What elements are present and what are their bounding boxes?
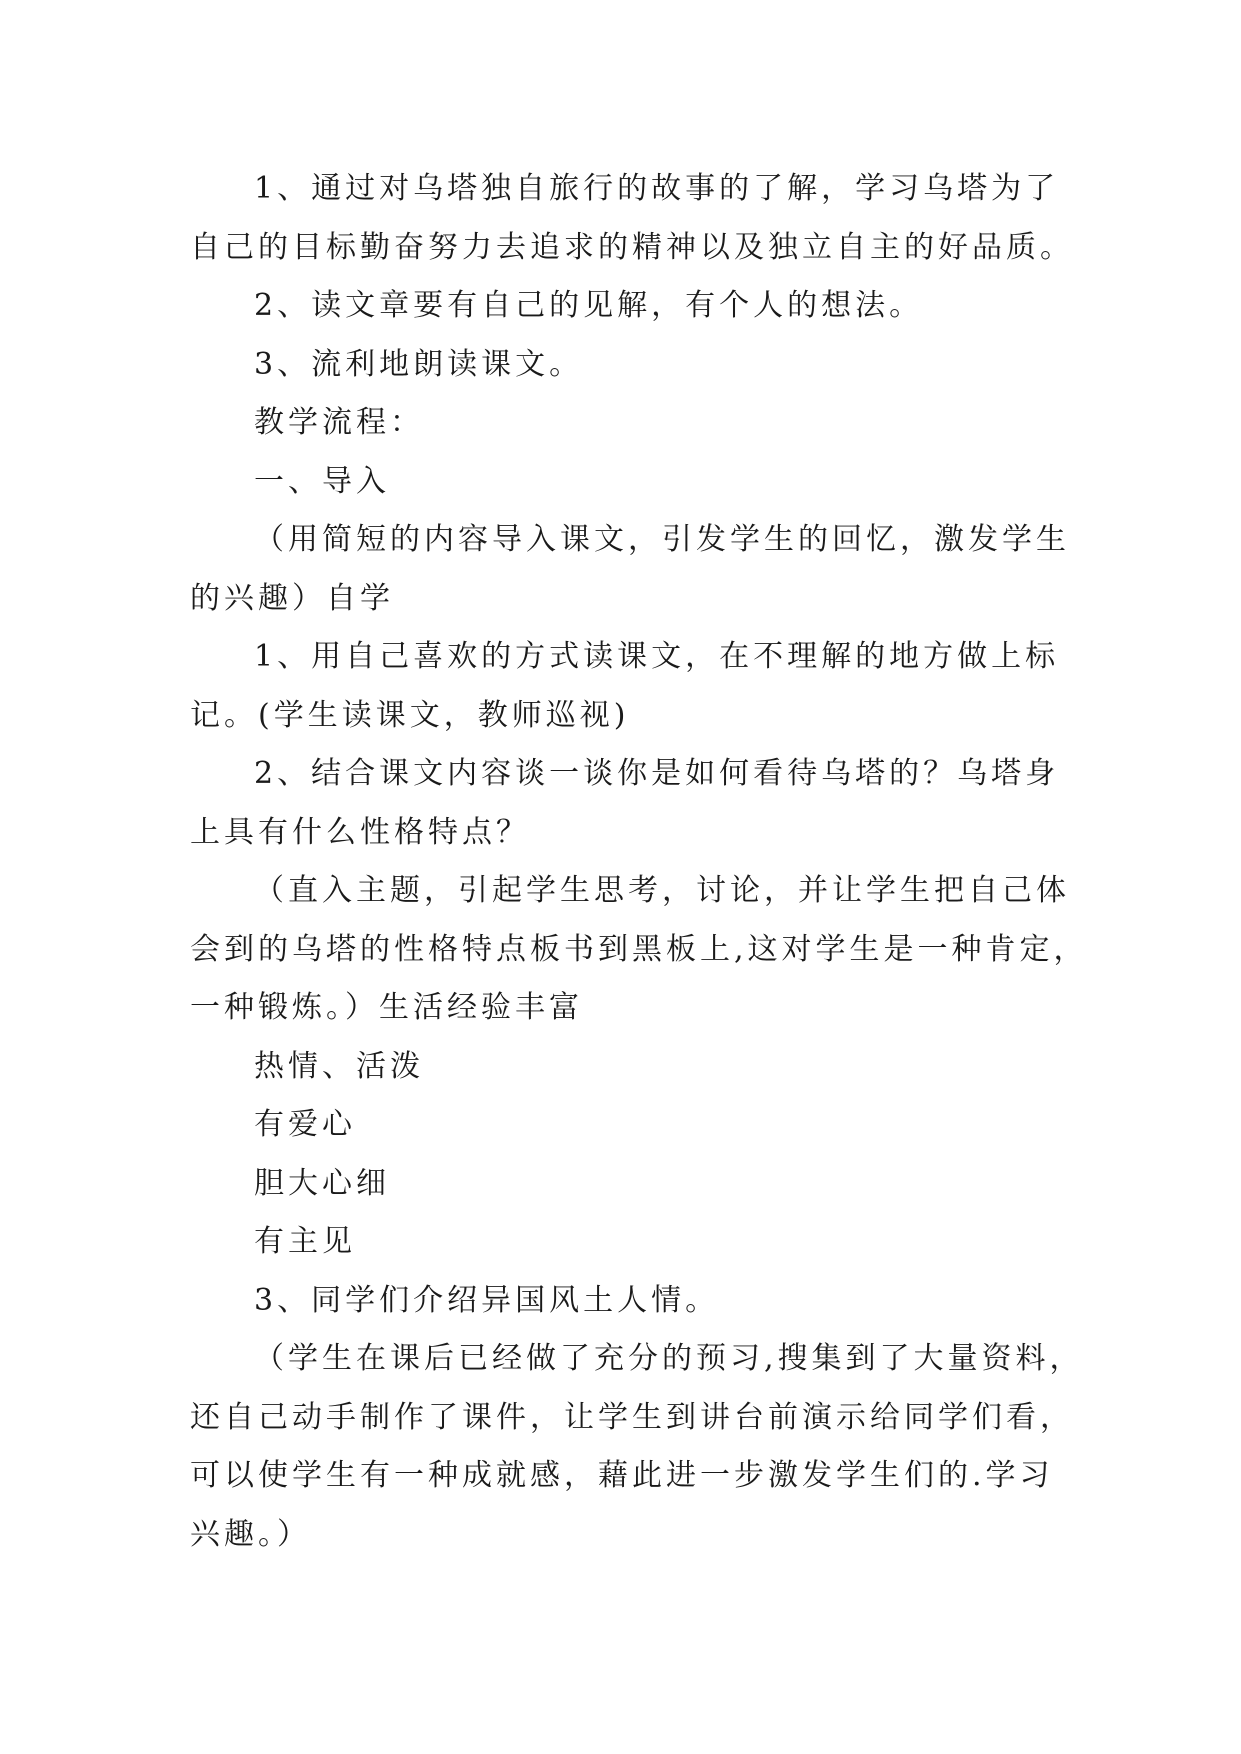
text-line: 自己的目标勤奋努力去追求的精神以及独立自主的好品质。 (190, 229, 1074, 265)
paragraph-step-1 (190, 628, 1070, 745)
text-line: （学生在课后已经做了充分的预习,搜集到了大量资料， (254, 1341, 1084, 1376)
text-line: 有主见 (254, 1224, 356, 1259)
text-line: 2、结合课文内容谈一谈你是如何看待乌塔的？乌塔身 (254, 756, 1060, 791)
paragraph-intro-note (190, 511, 1070, 628)
text-line: 1、用自己喜欢的方式读课文，在不理解的地方做上标 (254, 639, 1060, 674)
document-body (190, 160, 1088, 1564)
text-line: 兴趣。） (190, 1516, 311, 1552)
text-line: 记。(学生读课文，教师巡视) (190, 697, 630, 733)
paragraph-objective-1 (190, 160, 1074, 277)
text-line: 上具有什么性格特点？ (190, 814, 530, 850)
paragraph-step-3 (190, 1272, 1070, 1331)
text-line: 1、通过对乌塔独自旅行的故事的了解，学习乌塔为了 (254, 171, 1060, 206)
text-line: 3、同学们介绍异国风土人情。 (254, 1282, 720, 1318)
text-line: 会到的乌塔的性格特点板书到黑板上,这对学生是一种肯定， (190, 931, 1088, 967)
text-line: 热情、活泼 (254, 1048, 424, 1084)
trait-item (190, 1213, 1070, 1272)
paragraph-step-2-note (190, 862, 1088, 1038)
text-line: 的兴趣）自学 (190, 580, 394, 616)
trait-item (190, 1155, 1070, 1214)
text-line: 有爱心 (254, 1107, 356, 1142)
text-line: （用简短的内容导入课文，引发学生的回忆，激发学生 (254, 522, 1070, 557)
text-line: 一种锻炼。）生活经验丰富 (190, 990, 583, 1025)
text-line: 教学流程： (254, 405, 424, 440)
text-line: 可以使学生有一种成就感，藉此进一步激发学生们的.学习 (190, 1458, 1054, 1493)
paragraph-objective-3 (190, 336, 1070, 395)
text-line: 一、导入 (254, 463, 390, 499)
text-line: 还自己动手制作了课件，让学生到讲台前演示给同学们看， (190, 1399, 1074, 1435)
trait-item (190, 1096, 1070, 1155)
text-line: 3、流利地朗读课文。 (254, 346, 584, 382)
section-heading-teaching-flow (190, 394, 1070, 453)
trait-item (190, 1038, 1070, 1097)
text-line: 2、读文章要有自己的见解，有个人的想法。 (254, 288, 924, 323)
paragraph-step-2 (190, 745, 1070, 862)
paragraph-step-3-note (190, 1330, 1084, 1564)
text-line: 胆大心细 (254, 1165, 390, 1201)
section-heading-intro (190, 453, 1070, 512)
text-line: （直入主题，引起学生思考，讨论，并让学生把自己体 (254, 873, 1070, 908)
paragraph-objective-2 (190, 277, 1070, 336)
